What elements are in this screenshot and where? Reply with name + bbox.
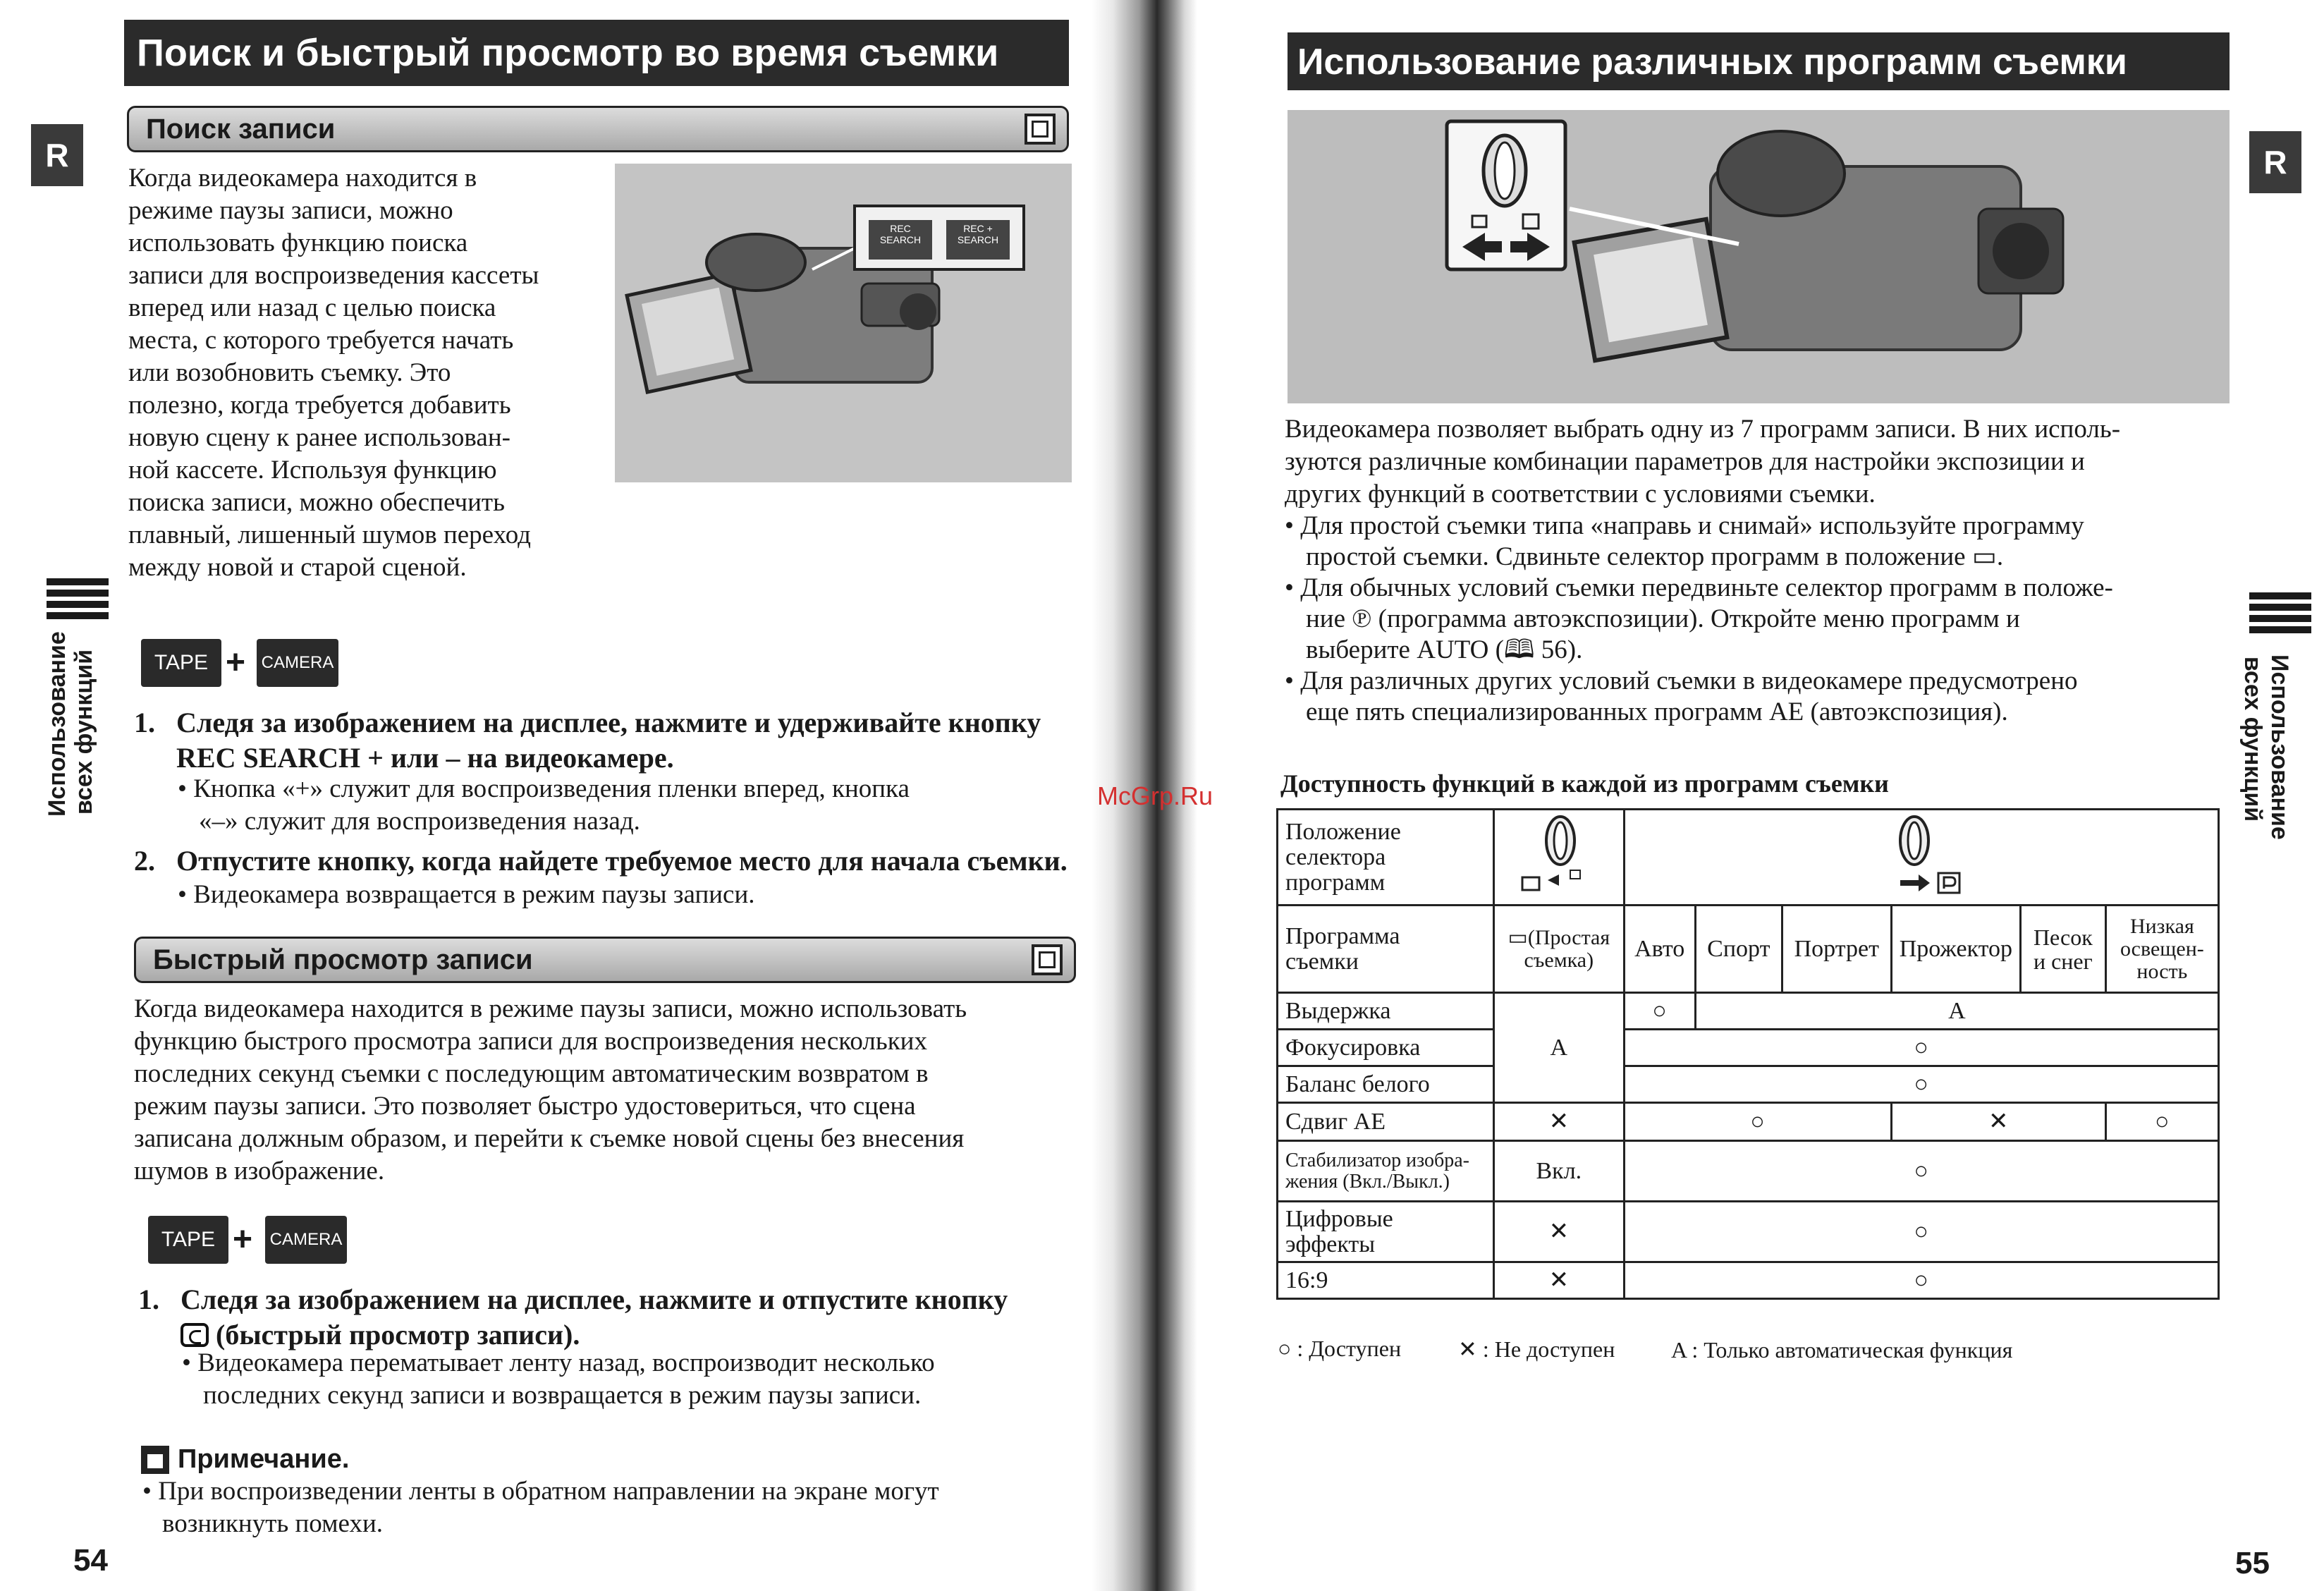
- step-number: 1.: [138, 1284, 159, 1315]
- intro-line: Когда видеокамера находится в режиме паузы записи, можно использовать: [134, 994, 967, 1023]
- intro-line: вперед или назад с целью поиска: [128, 293, 496, 322]
- search-section-heading: [127, 106, 1069, 152]
- side-label-line: Использование: [44, 631, 71, 817]
- program-header-row: [1278, 906, 2219, 993]
- bullet-line: • Видеокамера перематывает ленту назад, воспроизводит несколько: [182, 1348, 935, 1377]
- intro-line: записана должным образом, и перейти к съемке новой сцены без внесения: [134, 1124, 965, 1153]
- header-line: ▭(Простая: [1507, 925, 1610, 949]
- camcorder-illustration: [1288, 110, 2230, 403]
- bullet-line: последних секунд записи и возвращается в режим паузы записи.: [203, 1381, 922, 1410]
- intro-line: Когда видеокамера находится в: [128, 164, 477, 193]
- note-line: возникнуть помехи.: [162, 1509, 384, 1538]
- row-ae-shift: [1278, 1103, 2219, 1141]
- note-line: • При воспроизведении ленты в обратном направлении на экране могут: [142, 1477, 939, 1506]
- bullet-line: • Для простой съемки типа «направь и снимай» используйте программу: [1285, 511, 2084, 540]
- note-heading: [141, 1444, 349, 1475]
- bullet-line: еще пять специализированных программ AE (автоэкспозиция).: [1306, 697, 2008, 726]
- right-side-stripes: [2249, 592, 2311, 635]
- program-sport: Спорт: [1695, 906, 1782, 993]
- row-label: Сдвиг AE: [1278, 1103, 1494, 1141]
- search-step-2-note: • Видеокамера возвращается в режим паузы записи.: [178, 880, 755, 909]
- cell-not-available: ✕: [1891, 1103, 2105, 1141]
- plus-sign: +: [226, 644, 246, 681]
- simple-position-cell: [1494, 810, 1624, 906]
- tape-mode-icon: [1025, 114, 1056, 145]
- step-line-text: (быстрый просмотр записи).: [216, 1319, 580, 1351]
- selector-easy-icon: [1517, 812, 1601, 897]
- program-sand-snow: Песок и снег: [2021, 906, 2106, 993]
- left-page-title: Поиск и быстрый просмотр во время съемки: [124, 20, 1069, 86]
- legend-not-available: ✕ : Не доступен: [1458, 1336, 1615, 1362]
- label-line: Цифровые: [1285, 1205, 1393, 1232]
- cell-not-available: ✕: [1494, 1202, 1624, 1262]
- intro-line: ной кассете. Используя функцию: [128, 456, 497, 484]
- bullet-line: • Для обычных условий съемки передвиньте селектор программ в положе-: [1285, 573, 2113, 602]
- intro-line: других функций в соответствии с условиями съемки.: [1285, 480, 1876, 508]
- intro-line: последних секунд съемки с последующим автоматическим возвратом в: [134, 1059, 929, 1088]
- program-auto: Авто: [1624, 906, 1695, 993]
- cell-not-available: ✕: [1494, 1103, 1624, 1141]
- header-line: съемка): [1524, 948, 1594, 972]
- right-side-label: [2239, 654, 2293, 840]
- right-intro: [1285, 413, 2244, 511]
- simple-program-cell: [1494, 906, 1624, 993]
- row-digital-effects: [1278, 1202, 2219, 1262]
- step-line: Следя за изображением на дисплее, нажмите и отпустите кнопку: [181, 1284, 1008, 1315]
- intro-line: шумов в изображение.: [134, 1157, 385, 1185]
- tape-mode-icon: [1032, 944, 1063, 975]
- search-step-1: [134, 705, 1079, 776]
- left-side-label: [44, 631, 97, 817]
- camera-mode-badge: CAMERA: [265, 1216, 347, 1264]
- header-line: Программа: [1285, 922, 1400, 949]
- row-label: 16:9: [1278, 1262, 1494, 1299]
- step-number: 1.: [134, 707, 155, 738]
- intro-line: или возобновить съемку. Это: [128, 358, 451, 387]
- right-page-number: 55: [2235, 1546, 2270, 1580]
- bullet-line: • Кнопка «+» служит для воспроизведения пленки вперед, кнопка: [178, 774, 910, 803]
- search-heading-text: Поиск записи: [146, 114, 336, 145]
- search-step-2: [134, 843, 1079, 879]
- intro-line: режиме паузы записи, можно: [128, 196, 453, 225]
- note-body: [142, 1475, 1073, 1540]
- label-line: эффекты: [1285, 1231, 1376, 1257]
- bullet-line: • Для различных других условий съемки в видеокамере предусмотрено: [1285, 666, 2078, 695]
- cell-available: ○: [2105, 1103, 2218, 1141]
- row-label: Выдержка: [1278, 993, 1494, 1030]
- camcorder-rec-search-photo: [615, 164, 1072, 482]
- right-page-title: Использование различных программ съемки: [1288, 32, 2230, 90]
- function-availability-table: [1276, 808, 2220, 1300]
- position-header-cell: [1278, 810, 1494, 906]
- step-line: Следя за изображением на дисплее, нажмите и удерживайте кнопку: [176, 707, 1041, 738]
- header-line: программ: [1285, 869, 1386, 896]
- review-intro: [134, 993, 1079, 1188]
- plus-sign: +: [233, 1221, 253, 1258]
- step-line: Отпустите кнопку, когда найдете требуемое место для начала съемки.: [176, 845, 1068, 877]
- program-header-cell: [1278, 906, 1494, 993]
- row-white-balance: [1278, 1066, 2219, 1103]
- intro-line: полезно, когда требуется добавить: [128, 391, 511, 420]
- intro-line: новую сцену к ранее использован-: [128, 423, 510, 452]
- intro-line: использовать функцию поиска: [128, 228, 468, 257]
- header-line: селектора: [1285, 843, 1386, 870]
- tape-mode-badge: TAPE: [141, 639, 221, 687]
- legend-auto-only: A : Только автоматическая функция: [1671, 1337, 2013, 1363]
- cell-available: ○: [1624, 1030, 2218, 1066]
- selector-position-row: [1278, 810, 2219, 906]
- program-portrait: Портрет: [1782, 906, 1891, 993]
- cell-available: ○: [1624, 1141, 2218, 1202]
- table-title: Доступность функций в каждой из программ съемки: [1280, 769, 1889, 798]
- bullet-line: «–» служит для воспроизведения назад.: [199, 807, 640, 836]
- label-line: Стабилизатор изобра-: [1285, 1149, 1470, 1171]
- intro-line: Видеокамера позволяет выбрать одну из 7 программ записи. В них исполь-: [1285, 415, 2121, 444]
- note-icon: [141, 1446, 169, 1474]
- tape-mode-badge: TAPE: [148, 1216, 228, 1264]
- bullet-line: ние ℗ (программа автоэкспозиции). Откройте меню программ и: [1306, 604, 2020, 633]
- side-label-line: всех функций: [71, 649, 97, 815]
- camera-mode-badge: CAMERA: [257, 639, 338, 687]
- cell-available: ○: [1624, 1262, 2218, 1299]
- intro-line: функцию быстрого просмотра записи для воспроизведения нескольких: [134, 1027, 927, 1056]
- cell-available: ○: [1624, 993, 1695, 1030]
- row-focus: [1278, 1030, 2219, 1066]
- search-step-1-notes: [178, 773, 1073, 838]
- intro-line: места, с которого требуется начать: [128, 326, 514, 355]
- row-label: Баланс белого: [1278, 1066, 1494, 1103]
- cell-available: ○: [1624, 1202, 2218, 1262]
- right-section-tab: R: [2249, 131, 2301, 193]
- cell-available: ○: [1624, 1103, 1891, 1141]
- cell-available: ○: [1624, 1066, 2218, 1103]
- program-ae-position-cell: [1624, 810, 2218, 906]
- intro-line: записи для воспроизведения кассеты: [128, 261, 539, 290]
- program-spotlight: Прожектор: [1891, 906, 2020, 993]
- review-step-1: [138, 1282, 1083, 1353]
- row-label: Фокусировка: [1278, 1030, 1494, 1066]
- row-stabilizer: [1278, 1141, 2219, 1202]
- legend-available: ○ : Доступен: [1278, 1336, 1402, 1361]
- rec-search-minus-label: REC SEARCH: [879, 223, 922, 245]
- program-low-light: Низкая освещен-ность: [2105, 906, 2218, 993]
- row-label: [1278, 1141, 1494, 1202]
- intro-line: между новой и старой сценой.: [128, 553, 467, 582]
- search-intro: [128, 162, 594, 584]
- side-label-line: Использование: [2266, 654, 2293, 840]
- rec-search-plus-label: REC + SEARCH: [957, 223, 999, 245]
- cell-on: Вкл.: [1494, 1141, 1624, 1202]
- cell-auto-only: A: [1695, 993, 2218, 1030]
- camcorder-illustration: [615, 164, 1072, 482]
- intro-line: зуются различные комбинации параметров для настройки экспозиции и: [1285, 447, 2085, 476]
- cell-auto-only: A: [1494, 993, 1624, 1103]
- intro-line: режим паузы записи. Это позволяет быстро удостовериться, что сцена: [134, 1092, 916, 1121]
- intro-line: плавный, лишенный шумов переход: [128, 520, 531, 549]
- bullet-line: выберите AUTO (🕮 56).: [1306, 635, 1583, 664]
- bullet-line: простой съемки. Сдвиньте селектор программ в положение ▭.: [1306, 542, 2004, 571]
- review-step-1-notes: [182, 1347, 1077, 1412]
- left-section-tab: R: [31, 124, 83, 186]
- row-16-9: [1278, 1262, 2219, 1299]
- label-line: жения (Вкл./Выкл.): [1285, 1170, 1450, 1193]
- review-section-heading: [134, 937, 1076, 983]
- review-heading-text: Быстрый просмотр записи: [153, 944, 533, 975]
- left-page-number: 54: [73, 1543, 108, 1578]
- side-label-line: всех функций: [2239, 656, 2266, 822]
- cell-not-available: ✕: [1494, 1262, 1624, 1299]
- note-heading-text: Примечание.: [178, 1444, 350, 1474]
- watermark: McGrp.Ru: [1097, 781, 1213, 810]
- camcorder-program-selector-photo: [1288, 110, 2230, 403]
- left-side-stripes: [47, 578, 109, 621]
- selector-program-ae-icon: [1872, 812, 1971, 897]
- record-review-button-icon: [181, 1323, 209, 1347]
- step-line: REC SEARCH + или – на видеокамере.: [176, 742, 674, 774]
- row-exposure: [1278, 993, 2219, 1030]
- step-number: 2.: [134, 845, 155, 877]
- intro-line: поиска записи, можно обеспечить: [128, 488, 505, 517]
- right-bullets: [1285, 511, 2244, 728]
- header-line: съемки: [1285, 948, 1359, 975]
- header-line: Положение: [1285, 818, 1401, 845]
- row-label: [1278, 1202, 1494, 1262]
